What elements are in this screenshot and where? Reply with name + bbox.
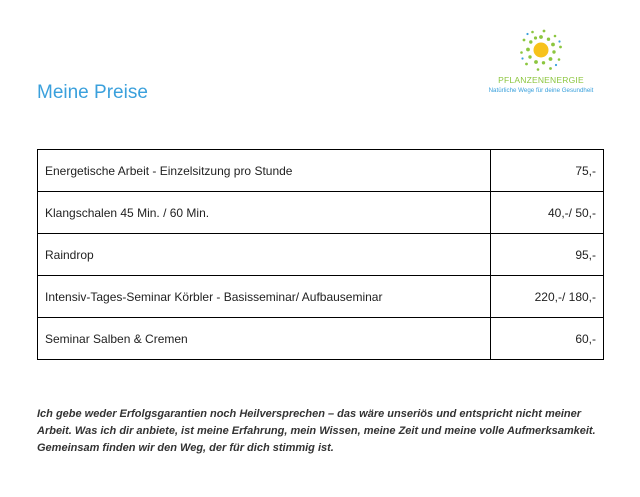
price-value: 60,-: [491, 318, 604, 360]
table-row: [38, 234, 604, 276]
logo-name: PFLANZENENERGIE: [498, 75, 584, 85]
disclaimer-note: Ich gebe weder Erfolgsgarantien noch Heilversprechen – das wäre unseriös und entspricht nicht meiner Arbeit. Was ich dir anbiete, ist meine Erfahrung, mein Wissen, meine Zeit und meine volle Aufmerksamkeit. Gemeinsam finden wir den Weg, der für dich stimmig ist.: [37, 408, 596, 454]
logo: [476, 27, 606, 94]
price-value: 75,-: [491, 150, 604, 192]
logo-tagline: Natürliche Wege für deine Gesundheit: [488, 87, 594, 94]
page-title: Meine Preise: [37, 82, 148, 103]
table-row: [38, 318, 604, 360]
sun-logo-icon: [518, 27, 564, 73]
price-value: 95,-: [491, 234, 604, 276]
price-value: 40,-/ 50,-: [491, 192, 604, 234]
price-label: Intensiv-Tages-Seminar Körbler - Basisseminar/ Aufbauseminar: [38, 276, 491, 318]
price-value: 220,-/ 180,-: [491, 276, 604, 318]
table-row: [38, 192, 604, 234]
price-label: Seminar Salben & Cremen: [38, 318, 491, 360]
price-label: Energetische Arbeit - Einzelsitzung pro Stunde: [38, 150, 491, 192]
price-label: Raindrop: [38, 234, 491, 276]
table-row: [38, 150, 604, 192]
price-table: [37, 149, 604, 360]
price-label: Klangschalen 45 Min. / 60 Min.: [38, 192, 491, 234]
table-row: [38, 276, 604, 318]
